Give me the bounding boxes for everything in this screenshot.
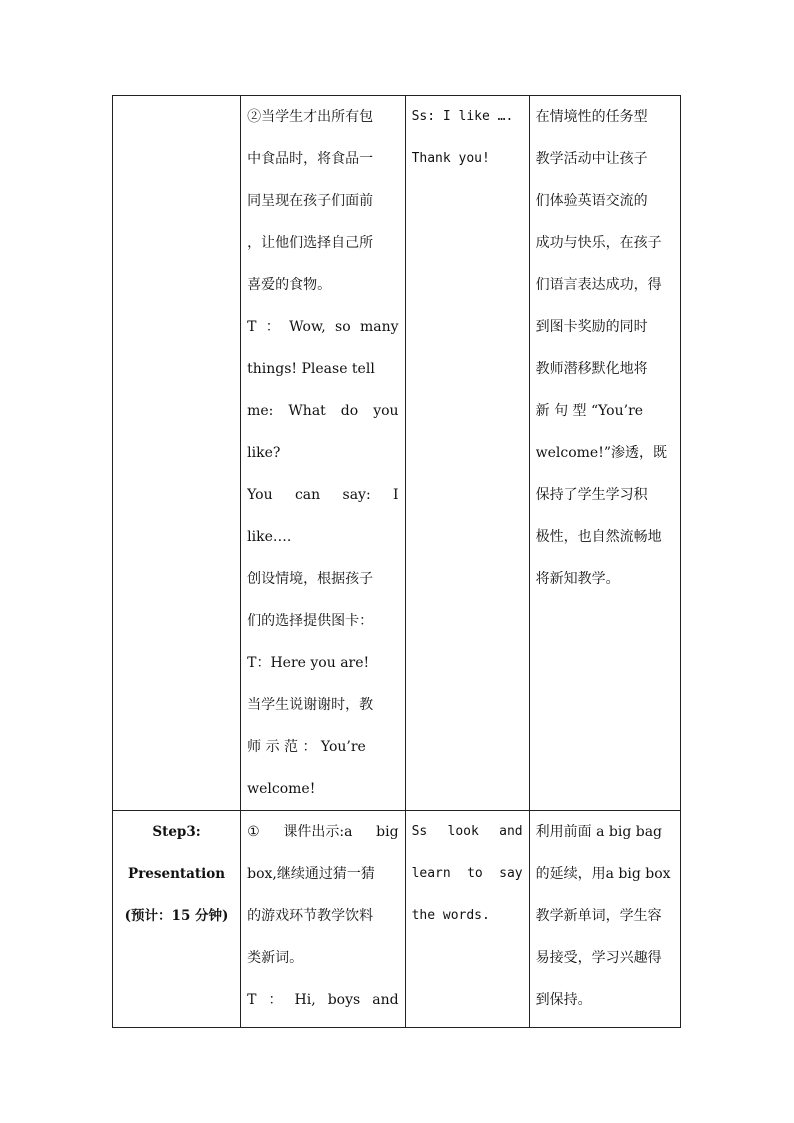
text-line: 教师潜移默化地将 <box>535 361 648 377</box>
table-row <box>113 811 681 1028</box>
lesson-plan-table <box>112 95 681 1028</box>
text-line: 当学生说谢谢时，教 <box>247 697 374 713</box>
text-line: 保持了学生学习积 <box>535 487 648 503</box>
text-line: 成功与快乐，在孩子 <box>535 235 662 251</box>
text-line: ，让他们选择自己所 <box>247 235 374 251</box>
student-activity-text <box>406 96 529 180</box>
student-activity-cell <box>405 96 529 811</box>
text-line: 类新词。 <box>247 950 304 966</box>
table-row <box>113 96 681 811</box>
text-line: Ss: I like …. <box>411 109 514 124</box>
text-line: 创设情境，根据孩子 <box>247 571 374 587</box>
text-line: T：Here you are! <box>247 655 370 671</box>
text-line: 到图卡奖励的同时 <box>535 319 648 335</box>
design-purpose-cell <box>529 811 680 1028</box>
text-line: like…. <box>247 529 292 545</box>
text-line: box,继续通过猜一猜 <box>247 866 375 882</box>
text-line: You can say: I <box>247 487 399 503</box>
text-line: 们的选择提供图卡： <box>247 613 374 629</box>
step-cell <box>113 811 241 1028</box>
text-line: 的游戏环节教学饮料 <box>247 908 374 924</box>
text-line: welcome!”渗透，既 <box>535 445 667 461</box>
text-line: 们语言表达成功，得 <box>535 277 662 293</box>
teacher-activity-cell <box>241 96 405 811</box>
text-line: 同呈现在孩子们面前 <box>247 193 374 209</box>
text-line: Ss look and <box>411 824 523 839</box>
step-cell <box>113 96 241 811</box>
design-purpose-text <box>530 96 680 600</box>
text-line: Thank you! <box>411 151 490 166</box>
text-line: ②当学生才出所有包 <box>247 109 374 125</box>
text-line: 极性，也自然流畅地 <box>535 529 662 545</box>
text-line: 教学活动中让孩子 <box>535 151 648 167</box>
text-line: Presentation <box>128 866 226 882</box>
text-line: 中食品时，将食品一 <box>247 151 374 167</box>
text-line: 师 示 范 ： You’re <box>247 739 366 755</box>
text-line: (预计：15 分钟) <box>124 908 229 924</box>
student-activity-cell <box>405 811 529 1028</box>
text-line: 喜爱的食物。 <box>247 277 332 293</box>
text-line: T ： Wow, so many <box>247 319 399 335</box>
text-line: learn to say <box>411 866 523 881</box>
text-line: T ： Hi, boys and <box>247 992 399 1008</box>
design-purpose-text <box>530 811 680 1021</box>
text-line: like? <box>247 445 281 461</box>
text-line: 们体验英语交流的 <box>535 193 648 209</box>
text-line: 利用前面 a big bag <box>535 824 663 840</box>
teacher-activity-text <box>241 811 404 1021</box>
text-line: welcome! <box>247 781 316 797</box>
text-line: 在情境性的任务型 <box>535 109 648 125</box>
teacher-activity-cell <box>241 811 405 1028</box>
text-line: 将新知教学。 <box>535 571 620 587</box>
text-line: Step3: <box>152 824 201 840</box>
text-line: 的延续，用a big box <box>535 866 671 882</box>
text-line: things! Please tell <box>247 361 375 377</box>
text-line: me: What do you <box>247 403 399 419</box>
text-line: 新 句 型 “You’re <box>535 403 644 419</box>
step-label <box>113 811 240 937</box>
text-line: 易接受，学习兴趣得 <box>535 950 662 966</box>
text-line: 教学新单词，学生容 <box>535 908 662 924</box>
text-line: ① 课件出示:a big <box>247 824 399 840</box>
text-line: 到保持。 <box>535 992 592 1008</box>
text-line: the words. <box>411 908 490 923</box>
design-purpose-cell <box>529 96 680 811</box>
student-activity-text <box>406 811 529 937</box>
teacher-activity-text <box>241 96 404 810</box>
